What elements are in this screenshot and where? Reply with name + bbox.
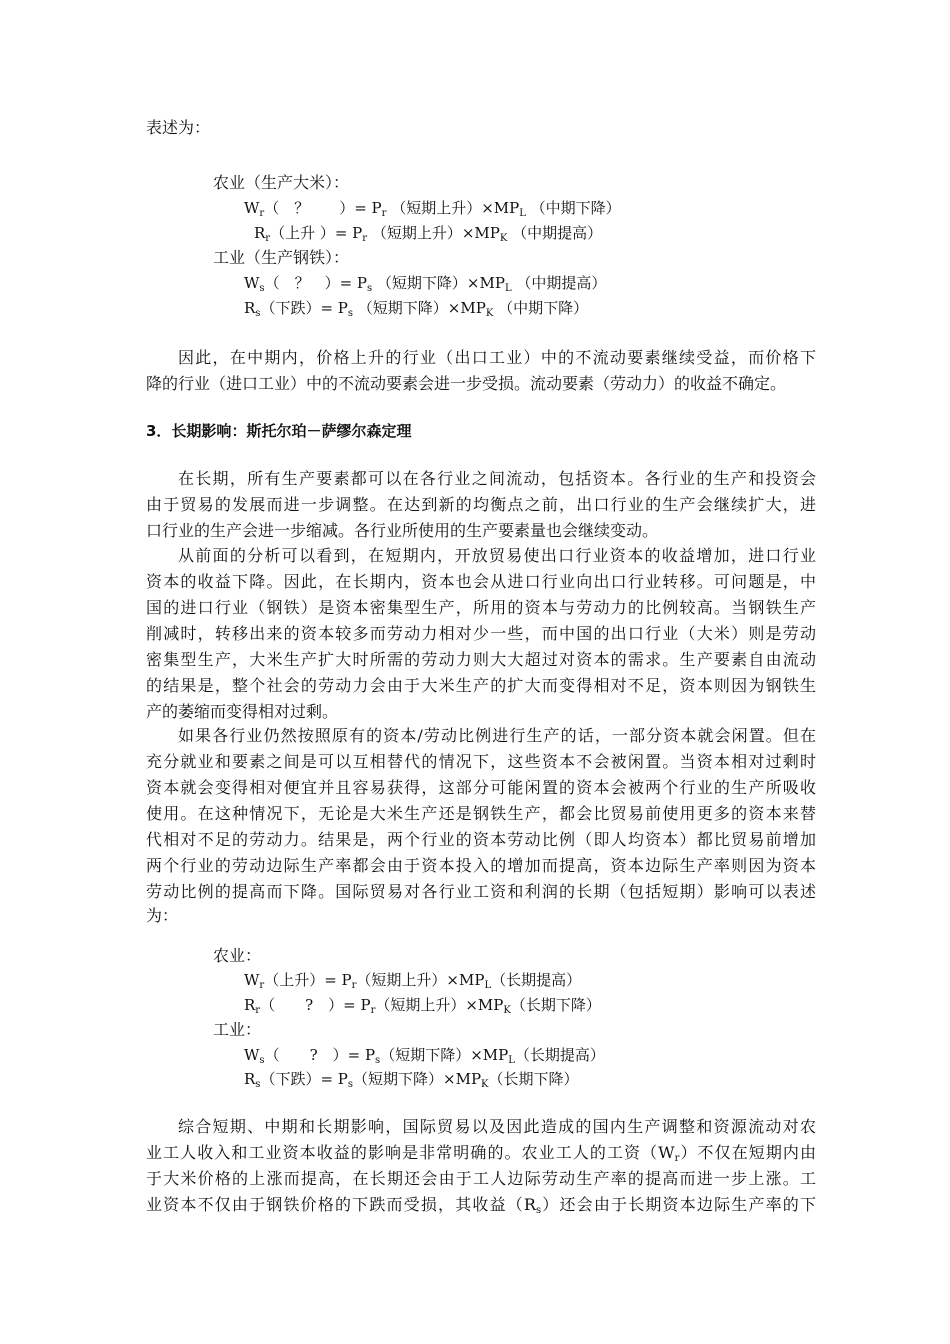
medium-ag-wage-equation: $W_r$（ ？ ）= $P_r$ （短期上升）$\times MP_L$ （中期下降） <box>244 199 621 219</box>
medium-ag-return-equation: $R_r$（上升 ）= $P_r$ （短期上升）$\times MP_K$ （中期提高） <box>254 224 603 244</box>
para-summary-line: 于大米价格的上涨而提高，在长期还会由于工人边际劳动生产率的提高而进一步上涨。工 <box>146 1169 816 1188</box>
intro-text: 表述为： <box>146 118 211 137</box>
para-long2-line: 的结果是，整个社会的劳动力会由于大米生产的扩大而变得相对不足，资本则因为钢铁生 <box>146 676 816 695</box>
para-summary-line: 业工人收入和工业资本收益的影响是非常明确的。农业工人的工资$(W_r)$不仅在短期内由 <box>146 1143 816 1164</box>
para-summary-line: 业资本不仅由于钢铁价格的下跌而受损，其收益$(R_s)$还会由于长期资本边际生产率的下 <box>146 1195 816 1216</box>
para-long2-line: 削减时，转移出来的资本较多而劳动力相对少一些，而中国的出口行业（大米）则是劳动 <box>146 624 816 643</box>
medium-ag-title: 农业（生产大米）： <box>213 173 350 192</box>
para-long3-line: 两个行业的劳动边际生产率都会由于资本投入的增加而提高，资本边际生产率则因为资本 <box>146 856 816 875</box>
long-ind-wage-equation: $W_s$（ ? ）= $P_s$（短期下降）$\times MP_L$（长期提高） <box>244 1046 605 1066</box>
para-long3-line: 代相对不足的劳动力。结果是，两个行业的资本劳动比例（即人均资本）都比贸易前增加 <box>146 830 816 849</box>
para-medium-line: 降的行业（进口工业）中的不流动要素会进一步受损。流动要素（劳动力）的收益不确定。 <box>146 374 787 393</box>
para-long3-line: 充分就业和要素之间是可以互相替代的情况下，这些资本不会被闲置。当资本相对过剩时 <box>146 752 816 771</box>
para-long2-line: 资本的收益下降。因此，在长期内，资本也会从进口行业向出口行业转移。可问题是，中 <box>146 572 816 591</box>
medium-ind-wage-equation: $W_s$（ ？ ）= $P_s$ （短期下降）$\times MP_L$ （中期提高） <box>244 274 607 294</box>
para-long2-line: 密集型生产，大米生产扩大时所需的劳动力则大大超过对资本的需求。生产要素自由流动 <box>146 650 816 669</box>
para-long1-line: 由于贸易的发展而进一步调整。在达到新的均衡点之前，出口行业的生产会继续扩大，进 <box>146 495 816 514</box>
para-summary-line: 综合短期、中期和长期影响，国际贸易以及因此造成的国内生产调整和资源流动对农 <box>178 1117 816 1136</box>
para-long2-line: 产的萎缩而变得相对过剩。 <box>146 702 339 721</box>
long-ag-title: 农业： <box>213 946 262 965</box>
long-ind-title: 工业： <box>213 1020 262 1039</box>
long-ind-return-equation: $R_s$（下跌）= $P_s$（短期下降）$\times MP_K$（长期下降） <box>244 1070 579 1090</box>
medium-ind-return-equation: $R_s$（下跌）= $P_s$ （短期下降）$\times MP_K$ （中期下降） <box>244 299 589 319</box>
para-long1-line: 在长期，所有生产要素都可以在各行业之间流动，包括资本。各行业的生产和投资会 <box>178 469 816 488</box>
para-long3-line: 资本就会变得相对便宜并且容易获得，这部分可能闲置的资本会被两个行业的生产所吸收 <box>146 778 816 797</box>
para-long2-line: 国的进口行业（钢铁）是资本密集型生产，所用的资本与劳动力的比例较高。当钢铁生产 <box>146 598 816 617</box>
para-long2-line: 从前面的分析可以看到，在短期内，开放贸易使出口行业资本的收益增加，进口行业 <box>178 546 816 565</box>
long-ag-wage-equation: $W_r$（上升）= $P_r$（短期上升）$\times MP_L$（长期提高） <box>244 971 582 991</box>
para-long1-line: 口行业的生产会进一步缩减。各行业所使用的生产要素量也会继续变动。 <box>146 521 659 540</box>
para-long3-line: 为： <box>146 906 179 925</box>
long-ag-return-equation: $R_r$（ ? ）= $P_r$（短期上升）$\times MP_K$（长期下降） <box>244 996 601 1016</box>
medium-ind-title: 工业（生产钢铁）： <box>213 248 350 267</box>
para-long3-line: 劳动比例的提高而下降。国际贸易对各行业工资和利润的长期（包括短期）影响可以表述 <box>146 882 816 901</box>
para-long3-line: 如果各行业仍然按照原有的资本/劳动比例进行生产的话，一部分资本就会闲置。但在 <box>178 726 816 745</box>
section-heading: 3．长期影响：斯托尔珀－萨缪尔森定理 <box>146 422 412 440</box>
para-long3-line: 使用。在这种情况下，无论是大米生产还是钢铁生产，都会比贸易前使用更多的资本来替 <box>146 804 816 823</box>
para-medium-line: 因此，在中期内，价格上升的行业（出口工业）中的不流动要素继续受益，而价格下 <box>178 348 816 367</box>
